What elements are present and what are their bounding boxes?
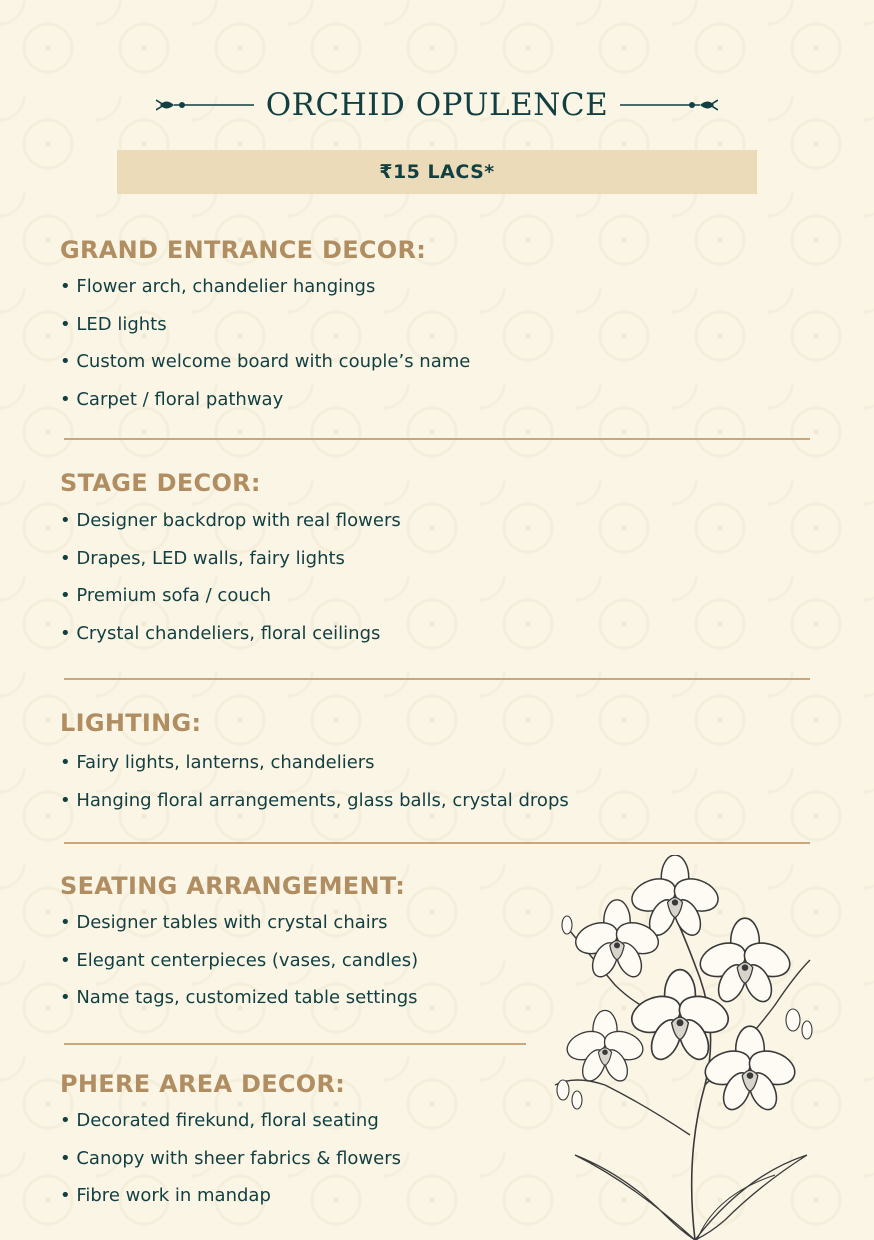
right-ornament-icon [618,94,718,116]
list-item: • Crystal chandeliers, floral ceilings [60,622,381,644]
section-heading: GRAND ENTRANCE DECOR: [60,236,427,264]
list-item: • LED lights [60,313,167,335]
section-heading: LIGHTING: [60,709,202,737]
section-lighting [60,702,569,819]
item-list [60,904,418,1017]
list-item: • Designer backdrop with real flowers [60,510,401,531]
section-divider [64,438,810,440]
list-item: • Elegant centerpieces (vases, candles) [60,949,419,971]
section-stage-decor [60,464,401,652]
list-item: • Designer tables with crystal chairs [60,912,388,933]
item-list [60,1102,401,1215]
section-divider [64,678,810,680]
list-item: • Fibre work in mandap [60,1185,271,1206]
section-heading: PHERE AREA DECOR: [60,1070,346,1098]
section-grand-entrance-decor [60,232,470,418]
list-item: • Name tags, customized table settings [60,987,418,1008]
section-seating-arrangement [60,868,418,1017]
item-list [60,502,401,652]
section-phere-area-decor [60,1066,401,1215]
list-item: • Flower arch, chandelier hangings [60,276,376,297]
list-item: • Canopy with sheer fabrics & flowers [60,1147,401,1169]
item-list [60,744,569,819]
section-heading: STAGE DECOR: [60,469,261,497]
list-item: • Hanging floral arrangements, glass balls, crystal drops [60,789,569,811]
list-item: • Carpet / floral pathway [60,388,284,410]
list-item: • Fairy lights, lanterns, chandeliers [60,752,375,773]
left-ornament-icon [156,94,256,116]
orchid-illustration-icon [545,855,815,1240]
list-item: • Decorated firekund, floral seating [60,1110,379,1131]
section-divider [64,1043,526,1045]
list-item: • Drapes, LED walls, fairy lights [60,547,345,569]
list-item: • Premium sofa / couch [60,585,272,606]
price-label: ₹15 LACS* [379,161,495,183]
title-row [0,84,874,126]
list-item: • Custom welcome board with couple’s name [60,351,471,372]
price-bar [117,150,757,194]
item-list [60,268,470,418]
section-divider [64,842,810,844]
page-title: ORCHID OPULENCE [265,87,609,123]
section-heading: SEATING ARRANGEMENT: [60,872,406,900]
